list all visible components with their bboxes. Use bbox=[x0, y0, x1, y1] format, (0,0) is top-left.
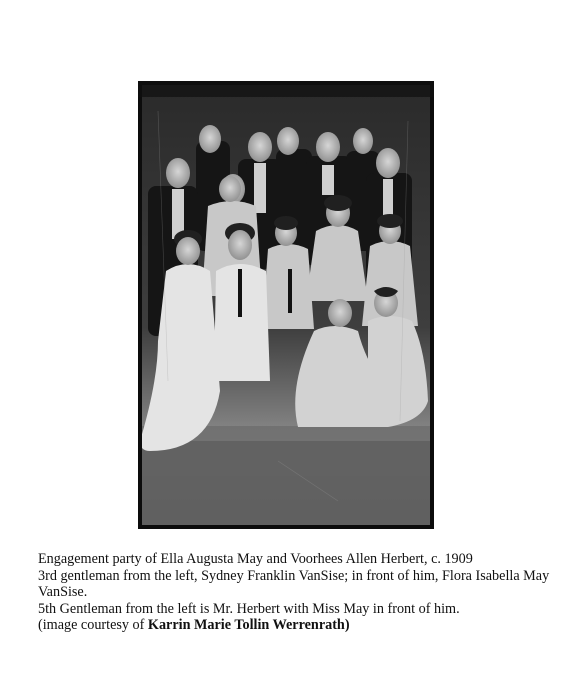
photo-caption bbox=[38, 551, 578, 634]
caption-title: Engagement party of Ella Augusta May and Voorhees Allen Herbert, c. 1909 bbox=[38, 551, 473, 567]
group-photograph bbox=[138, 81, 434, 529]
caption-credit-prefix: (image courtesy of bbox=[38, 617, 148, 634]
caption-identification-1: 3rd gentleman from the left, Sydney Franklin VanSise; in front of him, Flora Isabella May VanSise. bbox=[38, 567, 550, 601]
caption-credit-name: Karrin Marie Tollin Werrenrath) bbox=[147, 617, 350, 634]
caption-credit bbox=[38, 617, 578, 634]
photo-image bbox=[138, 81, 434, 529]
caption-identification-2: 5th Gentleman from the left is Mr. Herbert with Miss May in front of him. bbox=[38, 600, 460, 617]
